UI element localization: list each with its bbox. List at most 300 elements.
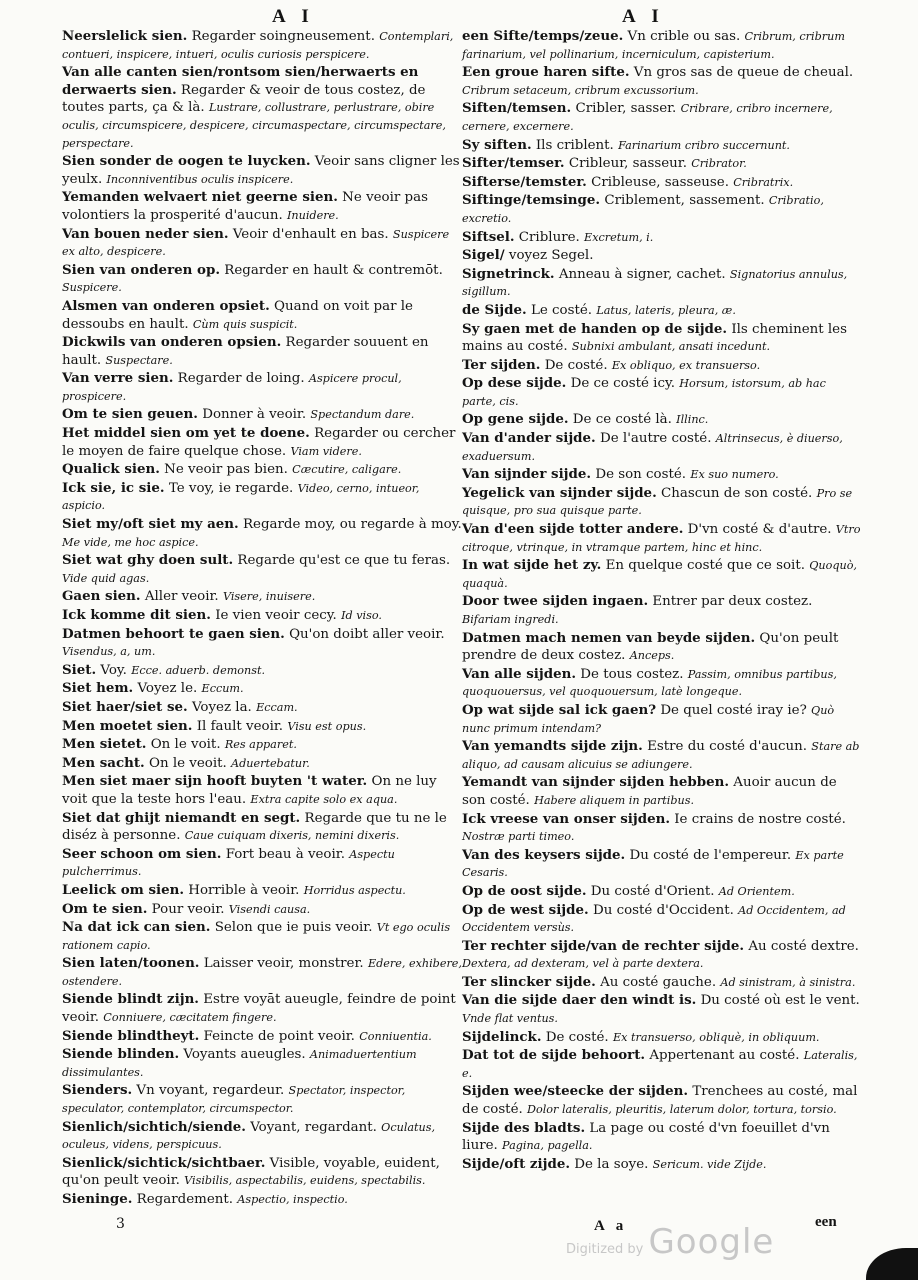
running-head-left: A I: [272, 6, 315, 27]
french-gloss: Chascun de son costé.: [661, 485, 813, 501]
french-gloss: Ne veoir pas volontiers la prosperité d'aucun.: [62, 190, 428, 223]
dutch-headword: Na dat ick can sien.: [62, 919, 211, 936]
dutch-headword: Ick vreese van onser sijden.: [462, 810, 670, 827]
watermark-small: Digitized by: [566, 1242, 644, 1257]
french-gloss: Regarder & veoir de tous costez, de toutes parts, ça & là.: [62, 82, 426, 116]
dictionary-entry: [462, 1120, 862, 1155]
dictionary-entry: [62, 991, 462, 1026]
dictionary-entry: [62, 64, 462, 152]
latin-gloss: Aspectio, inspectio.: [237, 1193, 348, 1206]
dutch-headword: Door twee sijden ingaen.: [462, 593, 649, 610]
french-gloss: Visible, voyable, euident, qu'on peult veoir.: [62, 1155, 440, 1189]
latin-gloss: Video, cerno, intueor, aspicio.: [62, 481, 420, 513]
dictionary-entry: [62, 1082, 462, 1117]
dutch-headword: Van bouen neder sien.: [62, 225, 229, 242]
dictionary-entry: [462, 847, 862, 882]
french-gloss: Ie vien veoir cecy.: [215, 608, 337, 623]
latin-gloss: Nostræ parti timeo.: [462, 830, 575, 844]
dutch-headword: Op gene sijde.: [462, 411, 569, 428]
dictionary-entry: [62, 461, 462, 479]
latin-gloss: Cribratrix.: [733, 175, 794, 189]
dictionary-entry: [462, 375, 862, 410]
french-gloss: Regarder en hault & contremōt.: [224, 262, 443, 278]
latin-gloss: Quoquò, quaquà.: [462, 559, 857, 590]
latin-gloss: Cribratio, excretio.: [462, 194, 824, 225]
french-gloss: Laisser veoir, monstrer.: [203, 956, 364, 972]
dictionary-entry: [462, 430, 862, 465]
dutch-headword: Dickwils van onderen opsien.: [62, 334, 282, 351]
french-gloss: Du costé d'Orient.: [590, 883, 715, 899]
latin-gloss: Vide quid agas.: [62, 571, 150, 585]
latin-gloss: Ex suo numero.: [690, 468, 779, 482]
dutch-headword: Sy siften.: [462, 136, 532, 153]
dutch-headword: Van des keysers sijde.: [462, 846, 626, 863]
dutch-headword: Sijde des bladts.: [462, 1119, 586, 1136]
right-column: [462, 28, 862, 1174]
french-gloss: Regarde qu'est ce que tu feras.: [237, 553, 451, 569]
latin-gloss: Ex parte Cesaris.: [462, 848, 844, 880]
dictionary-entry: [462, 974, 862, 992]
latin-gloss: Stare ab aliquo, ad causam alicuius se adiungere.: [462, 740, 860, 771]
dictionary-entry: [62, 718, 462, 736]
dutch-headword: Van yemandts sijde zijn.: [462, 738, 643, 755]
latin-gloss: Bifariam ingredi.: [462, 613, 559, 626]
dictionary-entry: [462, 357, 862, 375]
dictionary-entry: [62, 846, 462, 881]
dutch-headword: Leelick om sien.: [62, 881, 185, 898]
latin-gloss: Cribrare, cribro incernere, cernere, excernere.: [462, 102, 833, 133]
french-gloss: Regarder ou cercher le moyen de faire quelque chose.: [62, 426, 456, 459]
latin-gloss: Horridus aspectu.: [303, 883, 406, 897]
dictionary-entry: [462, 557, 862, 592]
dutch-headword: Van verre sien.: [62, 370, 174, 387]
dictionary-entry: [462, 1029, 862, 1047]
latin-gloss: Suspicere ex alto, despicere.: [62, 227, 450, 259]
french-gloss: Regarde que tu ne le diséz à personne.: [62, 810, 447, 844]
dictionary-entry: [62, 480, 462, 515]
dictionary-entry: [62, 370, 462, 405]
dutch-headword: Sijde/oft zijde.: [462, 1155, 570, 1172]
dutch-headword: Sienders.: [62, 1082, 133, 1099]
latin-gloss: Excretum, i.: [584, 230, 654, 244]
dutch-headword: Sien laten/toonen.: [62, 955, 200, 972]
dictionary-entry: [62, 334, 462, 369]
dictionary-entry: [462, 883, 862, 901]
dictionary-entry: [62, 588, 462, 606]
dutch-headword: Ter rechter sijde/van de rechter sijde.: [462, 937, 745, 954]
latin-gloss: Viam videre.: [290, 444, 362, 458]
latin-gloss: Ad Occidentem, ad Occidentem versùs.: [462, 903, 846, 935]
dutch-headword: Siet.: [62, 661, 97, 678]
dutch-headword: In wat sijde het zy.: [462, 557, 602, 574]
french-gloss: Voy.: [100, 662, 127, 678]
latin-gloss: Ad Orientem.: [718, 884, 795, 898]
dutch-headword: Op dese sijde.: [462, 375, 567, 392]
latin-gloss: Aspectu pulcherrimus.: [62, 847, 395, 879]
french-gloss: Pour veoir.: [151, 901, 225, 917]
dictionary-entry: [62, 901, 462, 919]
dictionary-entry: [62, 552, 462, 587]
catchword: een: [815, 1214, 837, 1230]
dutch-headword: Men moetet sien.: [62, 717, 193, 734]
dutch-headword: Sijdelinck.: [462, 1028, 542, 1045]
french-gloss: Fort beau à veoir.: [225, 846, 345, 862]
dutch-headword: Sien sonder de oogen te luycken.: [62, 153, 311, 170]
dictionary-entry: [462, 1047, 862, 1082]
french-gloss: De ce costé icy.: [570, 376, 675, 392]
dutch-headword: Het middel sien om yet te doene.: [62, 425, 310, 442]
french-gloss: Du costé où est le vent.: [700, 993, 860, 1009]
dutch-headword: de Sijde.: [462, 301, 527, 318]
dictionary-entry: [462, 174, 862, 192]
french-gloss: Le costé.: [530, 302, 593, 318]
dictionary-entry: [462, 302, 862, 320]
french-gloss: Anneau à signer, cachet.: [558, 266, 726, 282]
dictionary-entry: [462, 466, 862, 484]
dutch-headword: Siftsel.: [462, 228, 515, 245]
french-gloss: Qu'on doibt aller veoir.: [289, 626, 445, 642]
dutch-headword: Sien van onderen op.: [62, 261, 221, 278]
latin-gloss: Id viso.: [341, 609, 382, 622]
dutch-headword: Op wat sijde sal ick gaen?: [462, 701, 657, 718]
signature-mark: A a: [594, 1218, 628, 1234]
latin-gloss: Dolor lateralis, pleuritis, laterum dolor, tortura, torsio.: [527, 1103, 837, 1117]
latin-gloss: Animaduertentium dissimulantes.: [62, 1048, 417, 1079]
dictionary-entry: [462, 521, 862, 556]
french-gloss: Voyez la.: [191, 699, 252, 715]
dictionary-entry: [62, 919, 462, 954]
dictionary-entry: [62, 955, 462, 990]
dutch-headword: Siet my/oft siet my aen.: [62, 516, 239, 533]
latin-gloss: Cribrum, cribrum farinarium, vel pollinarium, incerniculum, capisterium.: [462, 30, 845, 61]
french-gloss: Ils criblent.: [535, 137, 614, 153]
french-gloss: Regarder de loing.: [177, 371, 305, 387]
french-gloss: Il fault veoir.: [196, 718, 284, 734]
latin-gloss: Lateralis, e.: [462, 1049, 858, 1080]
dictionary-entry: [62, 1028, 462, 1046]
dictionary-entry: [62, 626, 462, 661]
latin-gloss: Edere, exhibere, ostendere.: [62, 957, 462, 988]
dictionary-entry: [62, 736, 462, 754]
french-gloss: Au costé dextre.: [748, 938, 859, 954]
latin-gloss: Spectandum dare.: [310, 408, 415, 422]
french-gloss: Estre voyāt aueugle, feindre de point veoir.: [62, 992, 456, 1026]
latin-gloss: Conniuere, cæcitatem fingere.: [103, 1011, 277, 1025]
french-gloss: La page ou costé d'vn foeuillet d'vn liure.: [462, 1120, 830, 1154]
dictionary-entry: [62, 607, 462, 625]
french-gloss: Veoir sans cligner les yeulx.: [62, 154, 460, 187]
latin-gloss: Farinarium cribro succernunt.: [618, 138, 790, 152]
dutch-headword: Yegelick van sijnder sijde.: [462, 484, 657, 501]
french-gloss: Cribleuse, sasseuse.: [591, 174, 729, 190]
dictionary-entry: [62, 28, 462, 63]
french-gloss: Regardement.: [136, 1192, 233, 1207]
corner-blot: [866, 1248, 918, 1280]
latin-gloss: Sericum. vide Zijde.: [652, 1157, 767, 1171]
latin-gloss: Me vide, me hoc aspice.: [62, 535, 199, 549]
dutch-headword: Sienlich/sichtich/siende.: [62, 1118, 246, 1135]
dictionary-entry: [462, 192, 862, 227]
dictionary-entry: [62, 262, 462, 297]
latin-gloss: Ex transuerso, obliquè, in obliquum.: [612, 1030, 820, 1044]
latin-gloss: Quò nunc primum intendam?: [462, 703, 835, 735]
dutch-headword: Van die sijde daer den windt is.: [462, 992, 697, 1009]
dictionary-entry: [62, 773, 462, 808]
french-gloss: Horrible à veoir.: [188, 882, 300, 898]
latin-gloss: Cribrator.: [691, 157, 747, 171]
dutch-headword: Sifterse/temster.: [462, 173, 587, 190]
dutch-headword: Men sacht.: [62, 754, 145, 771]
french-gloss: Criblement, sassement.: [604, 193, 765, 209]
french-gloss: Voyez le.: [137, 681, 198, 697]
latin-gloss: Cribrum setaceum, cribrum excussorium.: [462, 83, 699, 97]
french-gloss: Donner à veoir.: [202, 407, 307, 423]
dictionary-entry: [62, 406, 462, 424]
french-gloss: Qu'on peult prendre de deux costez.: [462, 630, 839, 664]
dictionary-entry: [462, 28, 862, 63]
dutch-headword: Van d'ander sijde.: [462, 430, 596, 447]
french-gloss: Vn crible ou sas.: [627, 29, 741, 44]
dutch-headword: Een groue haren sifte.: [462, 64, 630, 81]
french-gloss: Quand on voit par le dessoubs en hault.: [62, 298, 413, 332]
dutch-headword: Op de west sijde.: [462, 901, 589, 918]
french-gloss: Regarde moy, ou regarde à moy.: [242, 517, 462, 533]
french-gloss: De ce costé là.: [572, 412, 672, 428]
dutch-headword: Van sijnder sijde.: [462, 466, 592, 483]
latin-gloss: Anceps.: [629, 649, 675, 663]
dictionary-entry: [462, 247, 862, 265]
french-gloss: D'vn costé & d'autre.: [687, 522, 832, 538]
latin-gloss: Spectator, inspector, speculator, contemplator, circumspector.: [62, 1084, 406, 1116]
latin-gloss: Lustrare, collustrare, perlustrare, obire oculis, circumspicere, despicere, circumaspectare, circumspectare, perspectare.: [62, 101, 446, 150]
dutch-headword: Dat tot de sijde behoort.: [462, 1047, 646, 1064]
latin-gloss: Ecce. aduerb. demonst.: [131, 663, 266, 677]
dictionary-entry: [62, 662, 462, 680]
dictionary-entry: [462, 229, 862, 247]
latin-gloss: Suspectare.: [105, 353, 173, 367]
latin-gloss: Cæcutire, caligare.: [292, 463, 402, 477]
french-gloss: Veoir d'enhault en bas.: [232, 226, 389, 242]
french-gloss: Criblure.: [518, 229, 580, 245]
latin-gloss: Contemplari, contueri, inspicere, intueri, oculis curiosis perspicere.: [62, 30, 454, 61]
french-gloss: Ie crains de nostre costé.: [674, 811, 846, 827]
french-gloss: De son costé.: [595, 467, 687, 483]
dictionary-entry: [62, 1191, 462, 1209]
latin-gloss: Ad sinistram, à sinistra.: [720, 975, 856, 989]
dutch-headword: Neerslelick sien.: [62, 28, 188, 44]
latin-gloss: Caue cuiquam dixeris, nemini dixeris.: [184, 829, 400, 843]
dictionary-entry: [462, 666, 862, 701]
dutch-headword: Van d'een sijde totter andere.: [462, 521, 684, 538]
latin-gloss: Eccum.: [201, 682, 244, 696]
french-gloss: Du costé de l'empereur.: [629, 847, 792, 863]
french-gloss: Auoir aucun de son costé.: [462, 775, 837, 808]
latin-gloss: Passim, omnibus partibus, quoquouersus, vel quoquouersum, latè longeque.: [462, 667, 837, 699]
latin-gloss: Signatorius annulus, sigillum.: [462, 267, 848, 299]
french-gloss: Regarder soingneusement.: [191, 29, 375, 44]
dictionary-entry: [462, 137, 862, 155]
dutch-headword: Sieninge.: [62, 1191, 133, 1207]
latin-gloss: Pro se quisque, pro sua quisque parte.: [462, 486, 853, 518]
dictionary-entry: [62, 189, 462, 224]
dutch-headword: Sy gaen met de handen op de sijde.: [462, 320, 728, 337]
latin-gloss: Vt ego oculis rationem capio.: [62, 921, 451, 952]
dictionary-entry: [62, 153, 462, 188]
dictionary-entry: [462, 266, 862, 301]
latin-gloss: Vtro citroque, vtrinque, in vtramque partem, hinc et hinc.: [462, 523, 861, 554]
dictionary-entry: [462, 155, 862, 173]
page-mark: 3: [116, 1216, 125, 1232]
dutch-headword: Yemandt van sijnder sijden hebben.: [462, 774, 730, 791]
latin-gloss: Aduertebatur.: [231, 756, 310, 770]
latin-gloss: Subnixi ambulant, ansati incedunt.: [571, 340, 771, 354]
latin-gloss: Extra capite solo ex aqua.: [250, 792, 398, 806]
latin-gloss: Aspicere procul, prospicere.: [62, 372, 402, 403]
latin-gloss: Dextera, ad dexteram, vel à parte dextera.: [462, 957, 704, 971]
dictionary-entry: [62, 298, 462, 333]
french-gloss: Vn gros sas de queue de cheual.: [633, 65, 854, 81]
latin-gloss: Visibilis, aspectabilis, euidens, spectabilis.: [184, 1174, 426, 1188]
dictionary-entry: [462, 738, 862, 773]
french-gloss: Selon que ie puis veoir.: [214, 920, 373, 936]
latin-gloss: Vnde flat ventus.: [462, 1012, 558, 1026]
dictionary-entry: [462, 1083, 862, 1118]
french-gloss: Voyant, regardant.: [250, 1119, 377, 1135]
dictionary-entry: [462, 321, 862, 356]
latin-gloss: Altrinsecus, è diuerso, exaduersum.: [462, 432, 843, 463]
dictionary-entry: [62, 1046, 462, 1081]
digitized-watermark: [566, 1222, 774, 1262]
dutch-headword: een Sifte/temps/zeue.: [462, 28, 624, 44]
french-gloss: De quel costé iray ie?: [660, 702, 807, 718]
dictionary-entry: [62, 755, 462, 773]
latin-gloss: Illinc.: [676, 413, 709, 427]
dictionary-entry: [462, 938, 862, 973]
french-gloss: Ne veoir pas bien.: [164, 462, 288, 478]
french-gloss: De costé.: [544, 357, 608, 373]
latin-gloss: Inconniventibus oculis inspicere.: [106, 172, 294, 186]
dutch-headword: Ick komme dit sien.: [62, 607, 211, 623]
french-gloss: On ne luy voit que la teste hors l'eau.: [62, 774, 437, 807]
dictionary-entry: [62, 882, 462, 900]
left-column: [62, 28, 462, 1210]
dutch-headword: Qualick sien.: [62, 461, 160, 478]
latin-gloss: Suspicere.: [62, 281, 122, 295]
french-gloss: Estre du costé d'aucun.: [647, 739, 808, 755]
dictionary-entry: [462, 992, 862, 1027]
latin-gloss: Conniuentia.: [359, 1029, 432, 1043]
french-gloss: Au costé gauche.: [600, 974, 717, 990]
dutch-headword: Om te sien geuen.: [62, 406, 198, 423]
dutch-headword: Ick sie, ic sie.: [62, 479, 165, 496]
latin-gloss: Res apparet.: [224, 738, 297, 752]
dutch-headword: Ter slincker sijde.: [462, 973, 596, 990]
dutch-headword: Datmen mach nemen van beyde sijden.: [462, 629, 756, 646]
dutch-headword: Om te sien.: [62, 900, 148, 917]
dictionary-entry: [462, 902, 862, 937]
dictionary-entry: [462, 811, 862, 846]
french-gloss: Trenchees au costé, mal de costé.: [462, 1084, 858, 1118]
latin-gloss: Pagina, pagella.: [502, 1139, 593, 1153]
french-gloss: Ils cheminent les mains au costé.: [462, 321, 847, 355]
dutch-headword: Op de oost sijde.: [462, 882, 587, 899]
dutch-headword: Van alle canten sien/rontsom sien/herwaerts en derwaerts sien.: [62, 64, 419, 98]
dutch-headword: Yemanden welvaert niet geerne sien.: [62, 189, 338, 206]
dutch-headword: Seer schoon om sien.: [62, 845, 222, 862]
latin-gloss: Visu est opus.: [287, 719, 367, 733]
latin-gloss: Inuidere.: [287, 208, 339, 222]
french-gloss: Appertenant au costé.: [649, 1048, 800, 1064]
dictionary-entry: [62, 810, 462, 845]
latin-gloss: Latus, lateris, pleura, æ.: [596, 303, 736, 317]
french-gloss: Entrer par deux costez.: [652, 594, 813, 610]
dictionary-entry: [462, 100, 862, 135]
french-gloss: Aller veoir.: [144, 589, 219, 605]
latin-gloss: Habere aliquem in partibus.: [534, 793, 695, 807]
dutch-headword: Sifter/temser.: [462, 155, 565, 172]
dutch-headword: Sienlick/sichtick/sichtbaer.: [62, 1154, 266, 1171]
french-gloss: De tous costez.: [580, 666, 684, 682]
latin-gloss: Ex obliquo, ex transuerso.: [611, 358, 761, 372]
dutch-headword: Siften/temsen.: [462, 100, 572, 117]
dutch-headword: Siet hem.: [62, 680, 134, 697]
dutch-headword: Gaen sien.: [62, 588, 141, 605]
french-gloss: On le voit.: [150, 737, 221, 753]
dictionary-entry: [62, 425, 462, 460]
dictionary-entry: [462, 702, 862, 737]
french-gloss: En quelque costé que ce soit.: [605, 558, 805, 574]
dictionary-entry: [62, 516, 462, 551]
dictionary-entry: [62, 699, 462, 717]
dictionary-entry: [462, 593, 862, 628]
dutch-headword: Siet dat ghijt niemandt en segt.: [62, 809, 301, 826]
dutch-headword: Sigel/: [462, 247, 505, 264]
dictionary-entry: [62, 1119, 462, 1154]
dutch-headword: Datmen behoort te gaen sien.: [62, 625, 285, 642]
running-head-right: A I: [622, 6, 665, 27]
dutch-headword: Siende blindtheyt.: [62, 1027, 200, 1044]
dictionary-entry: [462, 630, 862, 665]
french-gloss: De costé.: [545, 1029, 609, 1045]
french-gloss: Vn voyant, regardeur.: [136, 1083, 285, 1099]
french-gloss: De la soye.: [574, 1156, 649, 1172]
latin-gloss: Horsum, istorsum, ab hac parte, cis.: [462, 377, 826, 408]
dutch-headword: Men sietet.: [62, 736, 147, 753]
dutch-headword: Siet wat ghy doen sult.: [62, 552, 234, 569]
dutch-headword: Siende blinden.: [62, 1046, 180, 1063]
dictionary-entry: [462, 485, 862, 520]
dictionary-entry: [62, 226, 462, 261]
dictionary-entry: [462, 411, 862, 429]
latin-gloss: Visendi causa.: [228, 902, 311, 916]
latin-gloss: Visendus, a, um.: [62, 645, 156, 659]
french-gloss: De l'autre costé.: [600, 431, 712, 447]
dictionary-entry: [62, 1155, 462, 1190]
latin-gloss: Cùm quis suspicit.: [192, 317, 298, 331]
french-gloss: Du costé d'Occident.: [592, 902, 734, 918]
french-gloss: Feincte de point veoir.: [203, 1028, 355, 1044]
latin-gloss: Eccam.: [256, 700, 298, 714]
dutch-headword: Signetrinck.: [462, 265, 555, 282]
french-gloss: Regarder souuent en hault.: [62, 335, 429, 368]
dictionary-entry: [462, 774, 862, 809]
latin-gloss: Visere, inuisere.: [222, 590, 316, 604]
latin-gloss: Oculatus, oculeus, videns, perspicuus.: [62, 1120, 436, 1152]
dictionary-entry: [462, 64, 862, 99]
dictionary-entry: [462, 1156, 862, 1174]
dutch-headword: Siftinge/temsinge.: [462, 192, 601, 209]
dictionary-entry: [62, 680, 462, 698]
